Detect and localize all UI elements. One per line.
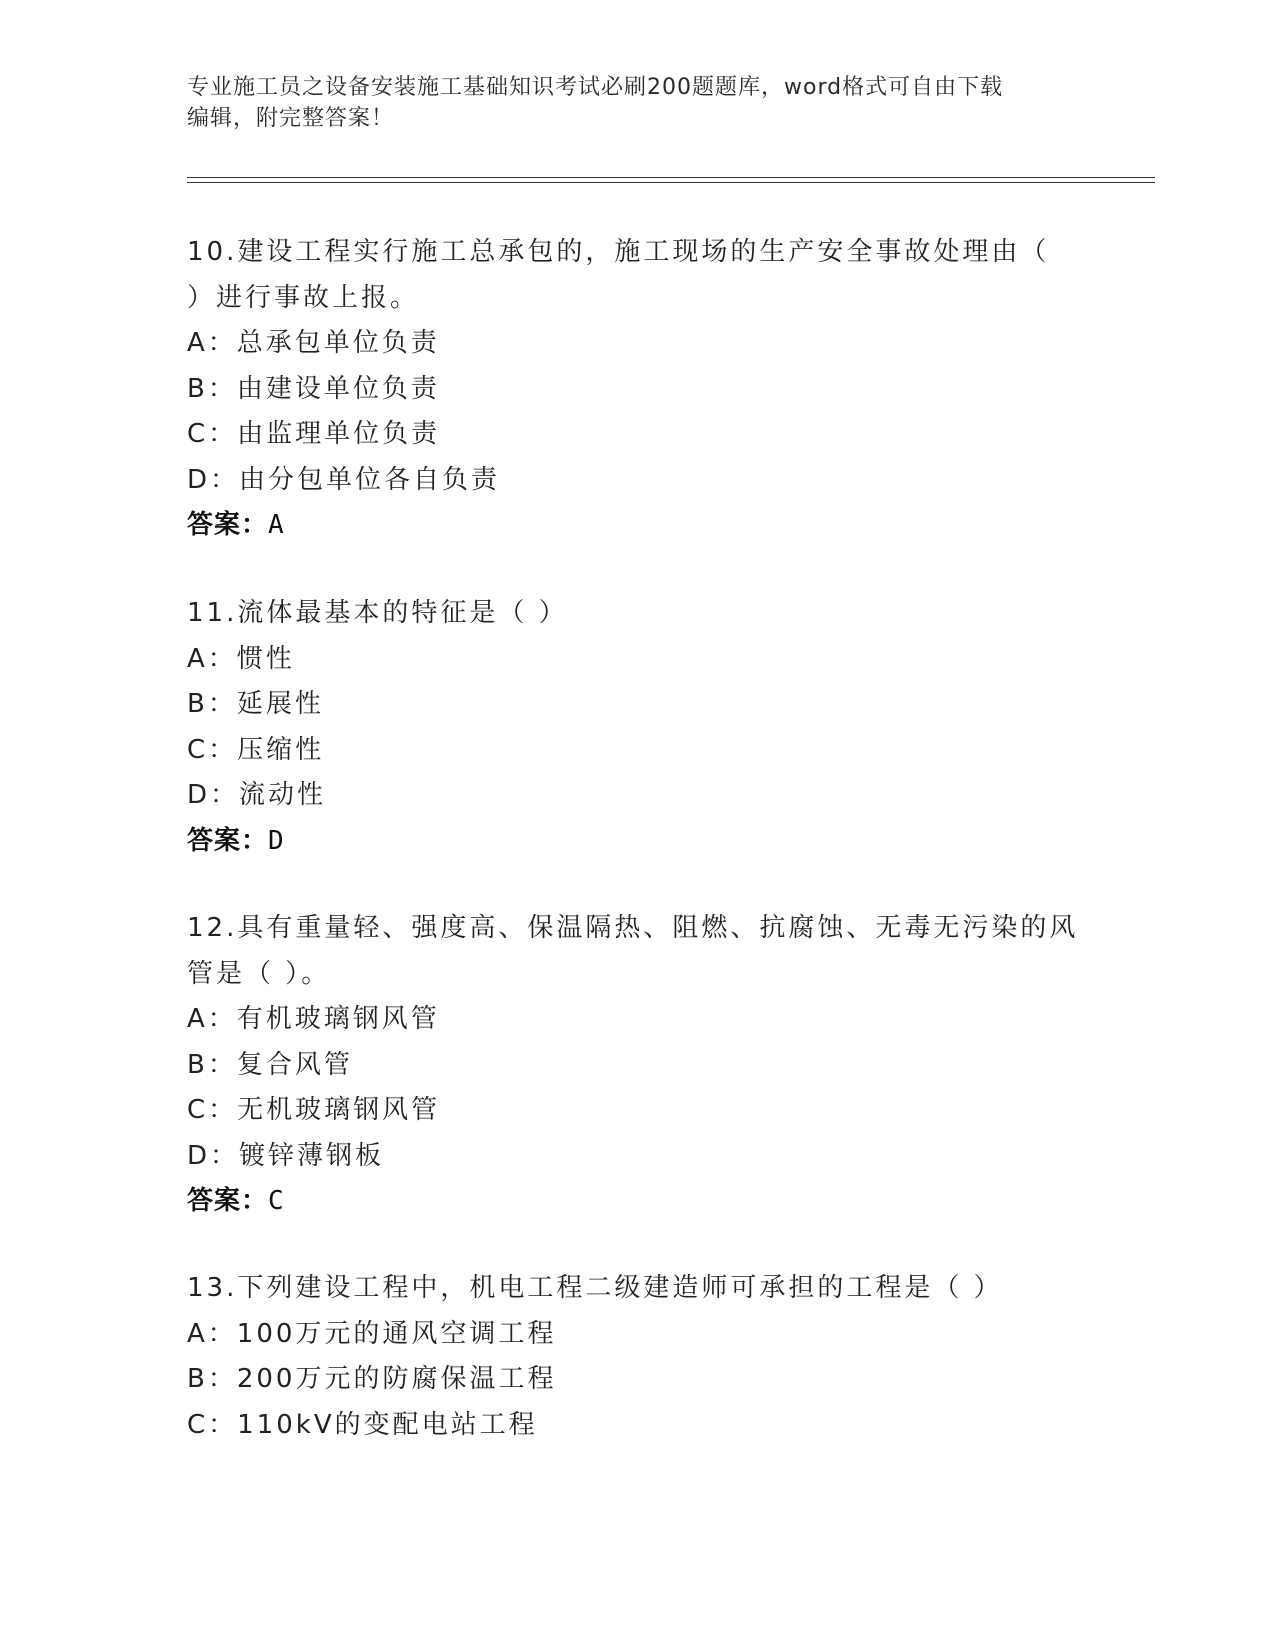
option-b: B：200万元的防腐保温工程 xyxy=(187,1364,557,1394)
option-a: A：100万元的通风空调工程 xyxy=(187,1318,557,1349)
answer-value: A xyxy=(268,510,285,540)
option-c: C：由监理单位负责 xyxy=(187,419,441,449)
question-stem-line: 12.具有重量轻、强度高、保温隔热、阻燃、抗腐蚀、无毒无污染的风 xyxy=(187,913,1079,943)
question-12 xyxy=(187,906,1087,1225)
question-stem-line: 管是（ ）。 xyxy=(187,958,331,989)
option-a: A：有机玻璃钢风管 xyxy=(187,1004,440,1034)
question-10 xyxy=(187,230,1087,549)
option-d: D：镀锌薄钢板 xyxy=(187,1140,385,1171)
question-stem-line: ）进行事故上报。 xyxy=(187,282,420,313)
answer-line xyxy=(187,1179,1087,1225)
answer-line xyxy=(187,819,1087,865)
option-d: D：流动性 xyxy=(187,780,327,810)
answer-label: 答案： xyxy=(187,1186,269,1216)
header-line-2: 编辑，附完整答案！ xyxy=(187,106,395,131)
option-b: B：由建设单位负责 xyxy=(187,373,440,404)
option-c: C：110kV的变配电站工程 xyxy=(187,1409,538,1440)
question-11 xyxy=(187,591,1087,864)
answer-value: C xyxy=(268,1186,285,1216)
option-a: A：惯性 xyxy=(187,643,295,674)
question-stem-line: 11.流体最基本的特征是（ ） xyxy=(187,598,568,628)
answer-label: 答案： xyxy=(187,825,269,856)
document-header xyxy=(187,72,1067,134)
header-divider-bottom xyxy=(187,182,1155,183)
option-b: B：延展性 xyxy=(187,689,324,719)
option-c: C：压缩性 xyxy=(187,734,325,765)
header-line-1: 专业施工员之设备安装施工基础知识考试必刷200题题库，word格式可自由下载 xyxy=(187,75,1004,100)
option-d: D：由分包单位各自负责 xyxy=(187,464,501,495)
question-stem-line: 10.建设工程实行施工总承包的，施工现场的生产安全事故处理由（ xyxy=(187,237,1050,267)
header-divider-top xyxy=(187,177,1155,178)
answer-value: D xyxy=(268,825,285,856)
answer-label: 答案： xyxy=(187,510,269,540)
option-b: B：复合风管 xyxy=(187,1049,353,1080)
option-c: C：无机玻璃钢风管 xyxy=(187,1095,441,1125)
question-13 xyxy=(187,1266,1087,1448)
option-a: A：总承包单位负责 xyxy=(187,328,440,358)
question-stem-line: 13.下列建设工程中，机电工程二级建造师可承担的工程是（ ） xyxy=(187,1273,1003,1303)
answer-line xyxy=(187,503,1087,549)
